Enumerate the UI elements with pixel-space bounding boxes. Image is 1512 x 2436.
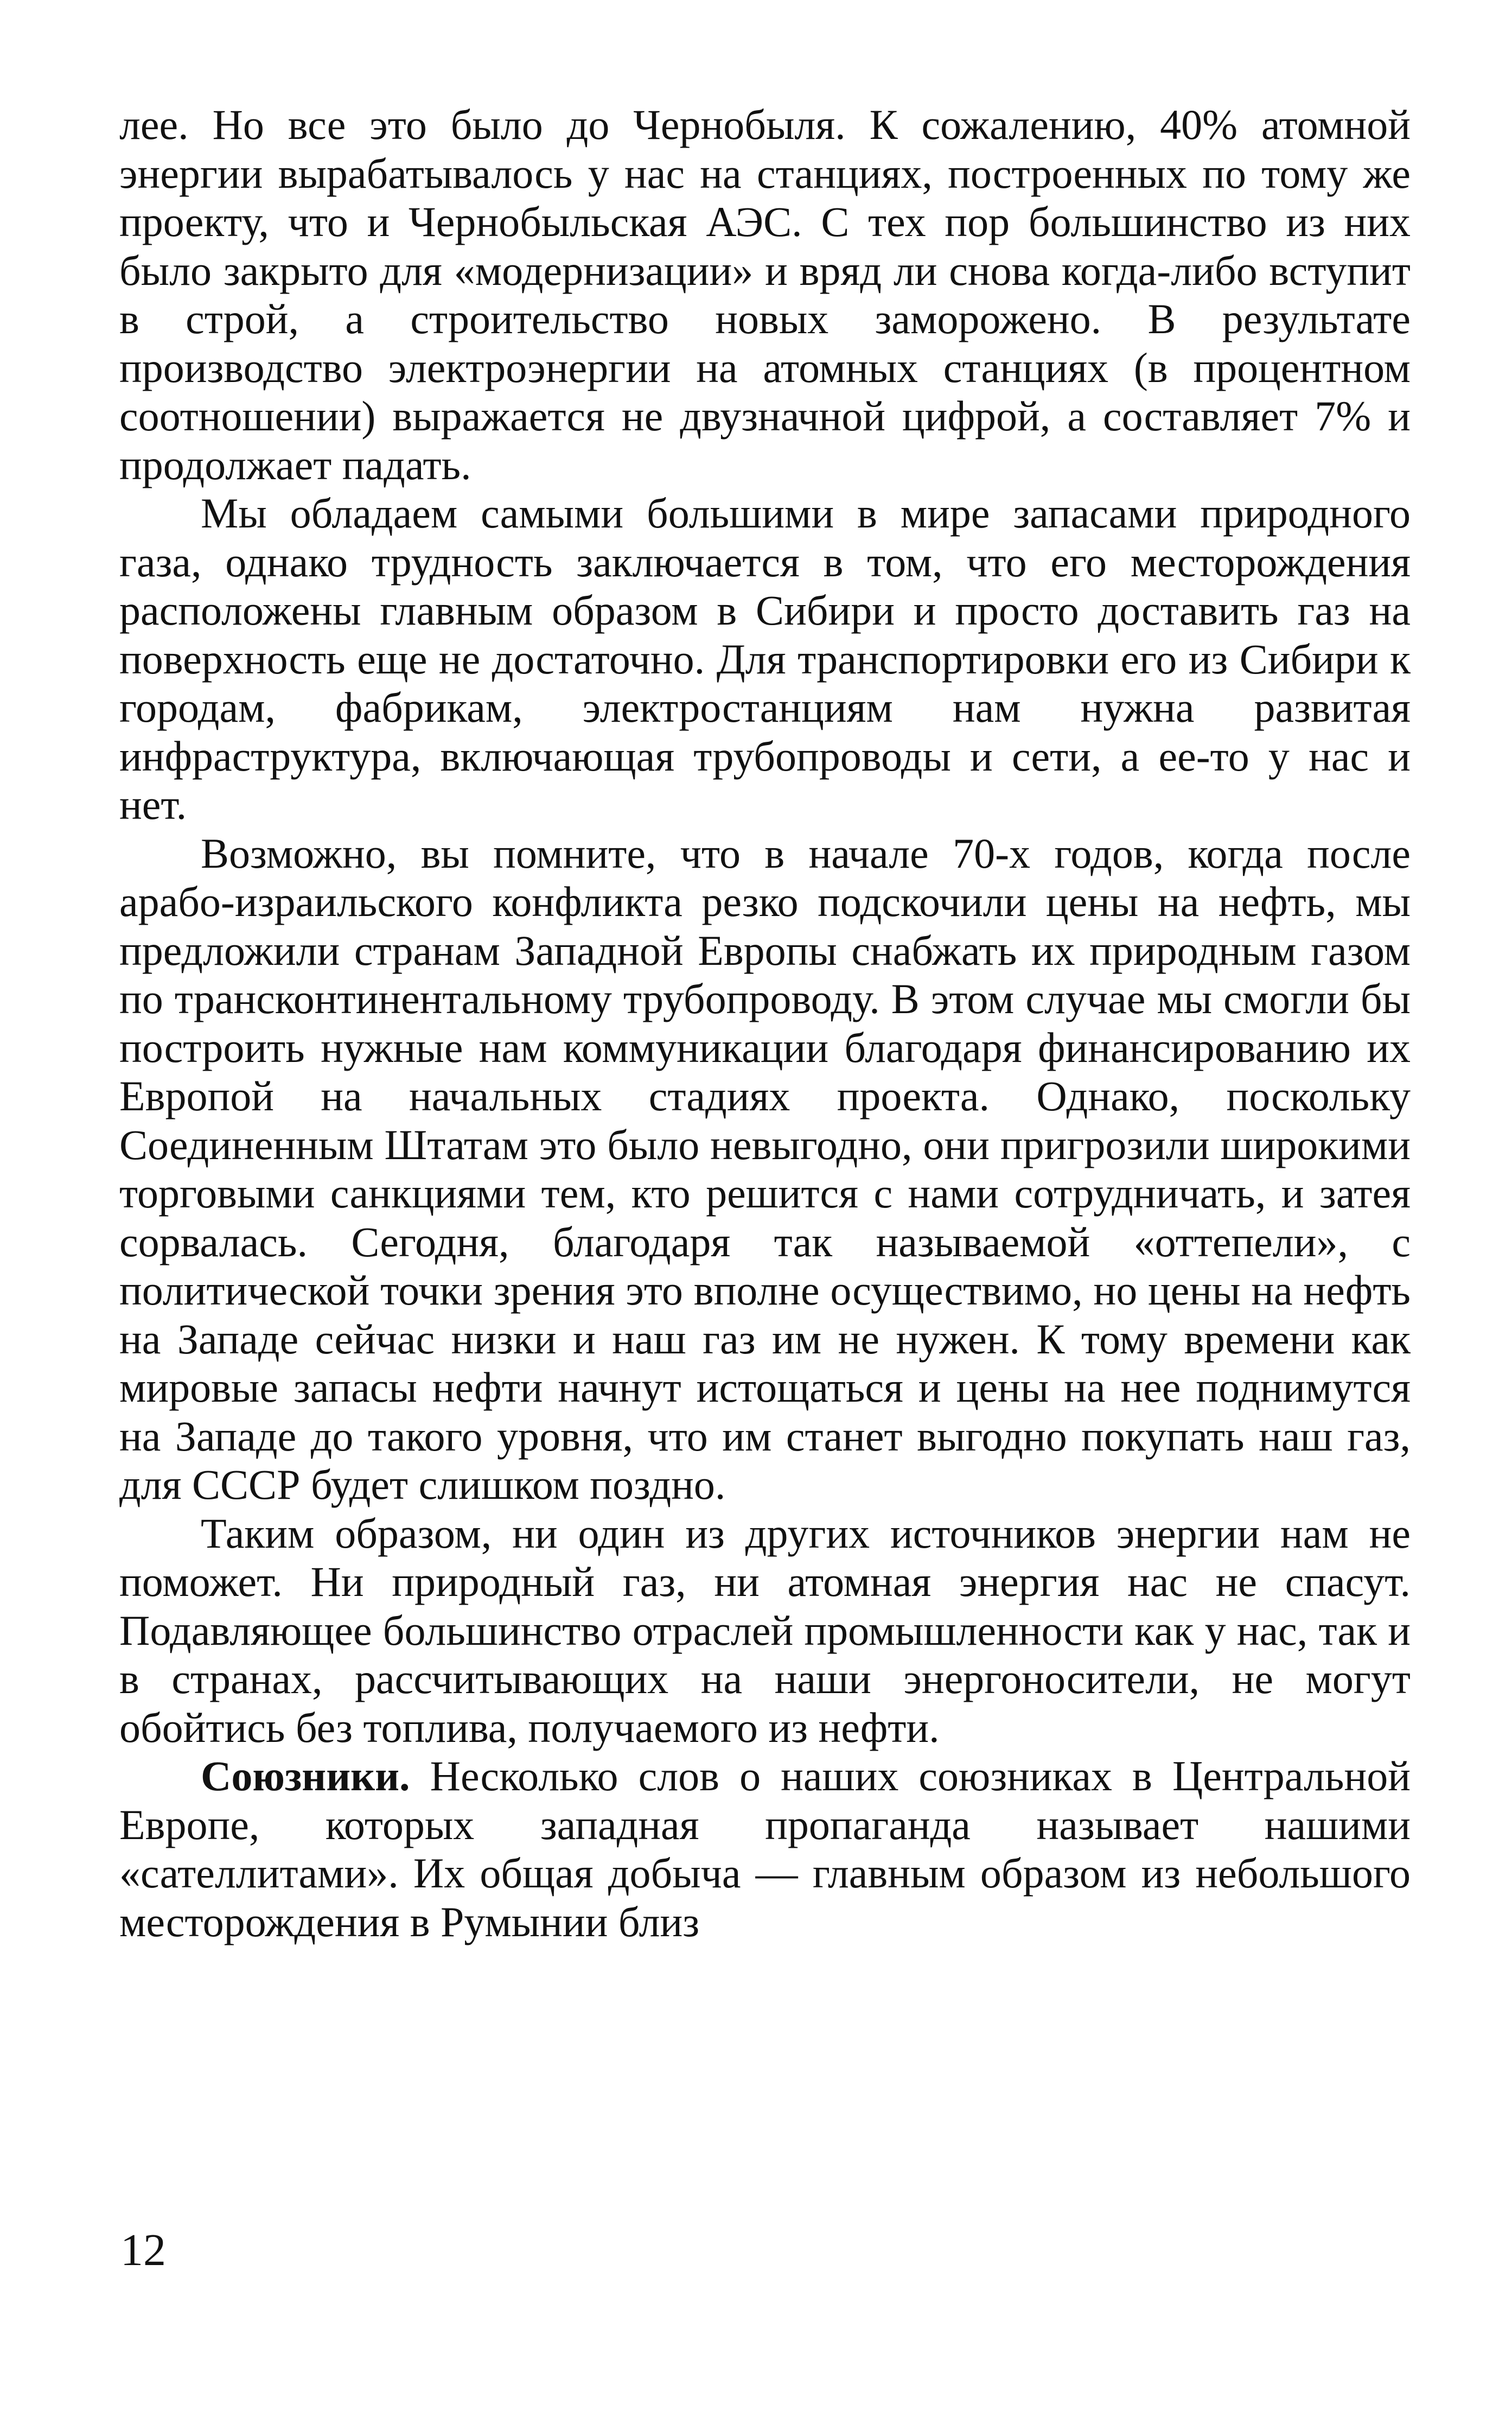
- paragraph-5: [119, 1752, 1411, 1946]
- page-number: 12: [120, 2225, 166, 2275]
- paragraph-1: лее. Но все это было до Чернобыля. К сожалению, 40% атомной энергии вырабатывалось у нас на станциях, построенных по тому же проекту, что и Чернобыльская АЭС. С тех пор большинство из них было закрыто для «модернизации» и вряд ли снова когда-либо вступит в строй, а строительство новых заморожено. В результате производство электроэнергии на атомных станциях (в процентном соотношении) выражается не двузначной цифрой, а составляет 7% и продолжает падать.: [119, 101, 1411, 488]
- section-run-in-heading: Союзники.: [201, 1752, 410, 1799]
- paragraph-3: Возможно, вы помните, что в начале 70-х годов, когда после арабо-израильского конфликта резко подскочили цены на нефть, мы предложили странам Западной Европы снабжать их природным газом по трансконтинентальному трубопроводу. В этом случае мы смогли бы построить нужные нам коммуникации благодаря финансированию их Европой на начальных стадиях проекта. Однако, поскольку Соединенным Штатам это было невыгодно, они пригрозили широкими торговыми санкциями тем, кто решится с нами сотрудничать, и затея сорвалась. Сегодня, благодаря так называемой «оттепели», с политической точки зрения это вполне осуществимо, но цены на нефть на Западе сейчас низки и наш газ им не нужен. К тому времени как мировые запасы нефти начнут истощаться и цены на нее поднимутся на Западе до такого уровня, что им станет выгодно покупать наш газ, для СССР будет слишком поздно.: [119, 829, 1411, 1508]
- page-body: [119, 100, 1411, 1946]
- paragraph-5-text: Несколько слов о наших союзниках в Центральной Европе, которых западная пропаганда называет нашими «сателлитами». Их общая добыча — главным образом из небольшого месторождения в Румынии близ: [119, 1752, 1411, 1945]
- paragraph-4: Таким образом, ни один из других источников энергии нам не поможет. Ни природный газ, ни атомная энергия нас не спасут. Подавляющее большинство отраслей промышленности как у нас, так и в странах, рассчитывающих на наши энергоносители, не могут обойтись без топлива, получаемого из нефти.: [119, 1509, 1411, 1751]
- paragraph-2: Мы обладаем самыми большими в мире запасами природного газа, однако трудность заключается в том, что его месторождения расположены главным образом в Сибири и просто доставить газ на поверхность еще не достаточно. Для транспортировки его из Сибири к городам, фабрикам, электростанциям нам нужна развитая инфраструктура, включающая трубопроводы и сети, а ее-то у нас и нет.: [119, 489, 1411, 828]
